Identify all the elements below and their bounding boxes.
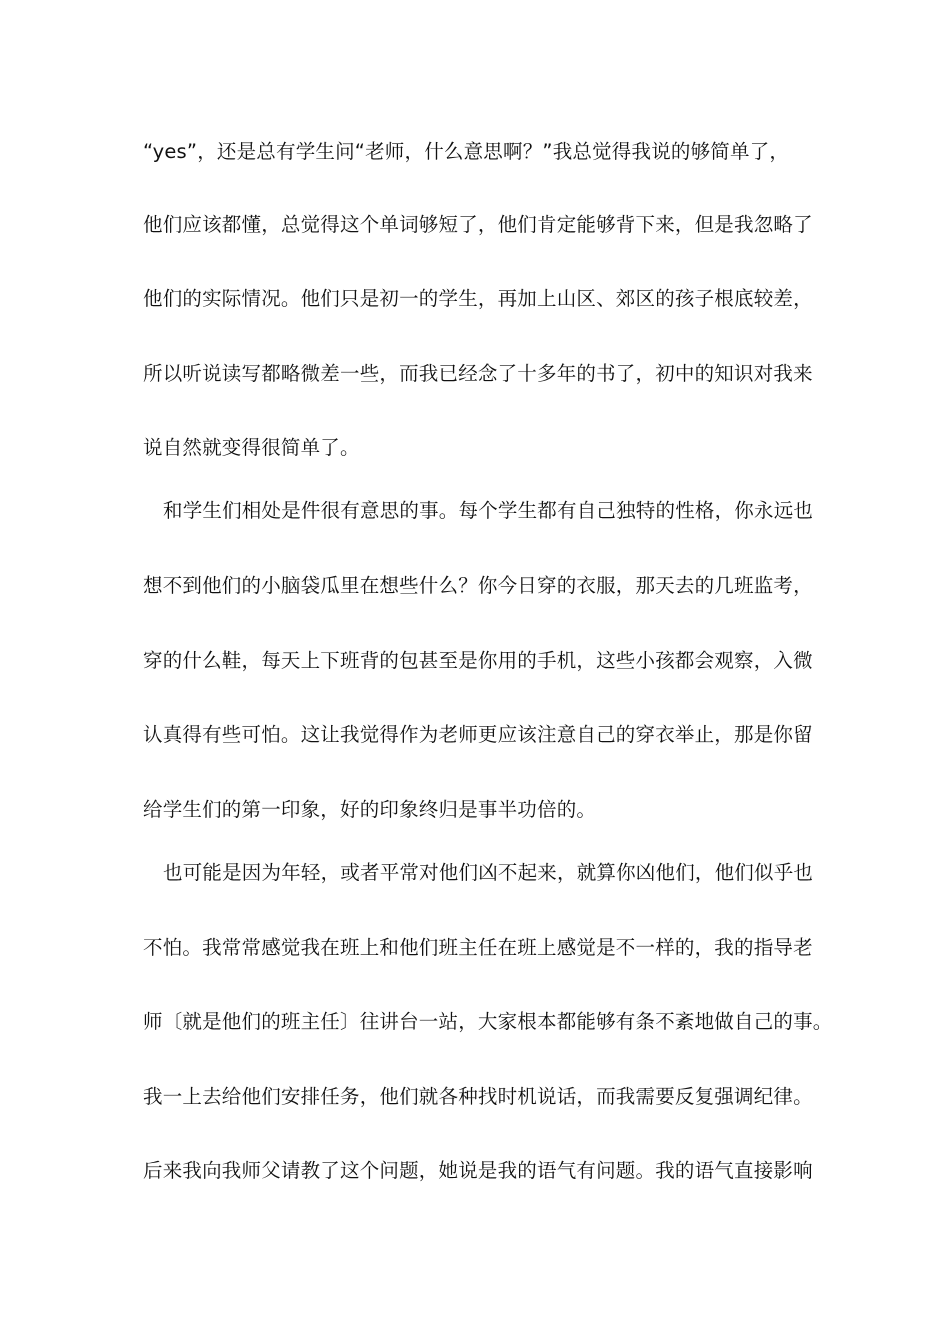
text-line: 不怕。我常常感觉我在班上和他们班主任在班上感觉是不一样的，我的指导老 (143, 936, 813, 959)
paragraph-first-line: 也可能是因为年轻，或者平常对他们凶不起来，就算你凶他们，他们似乎也 (163, 861, 814, 884)
text-line: 师〔就是他们的班主任〕往讲台一站，大家根本都能够有条不紊地做自己的事。 (143, 1010, 833, 1033)
text-line: 认真得有些可怕。这让我觉得作为老师更应该注意自己的穿衣举止，那是你留 (143, 723, 813, 746)
text-line: 想不到他们的小脑袋瓜里在想些什么？你今日穿的衣服，那天去的几班监考， (143, 574, 813, 597)
text-line: 说自然就变得很简单了。 (143, 436, 360, 459)
text-line: “yes”，还是总有学生问“老师，什么意思啊？”我总觉得我说的够简单了， (143, 140, 790, 163)
paragraph-first-line: 和学生们相处是件很有意思的事。每个学生都有自己独特的性格，你永远也 (163, 499, 814, 522)
text-line: 他们的实际情况。他们只是初一的学生，再加上山区、郊区的孩子根底较差， (143, 287, 813, 310)
text-line: 所以听说读写都略微差一些，而我已经念了十多年的书了，初中的知识对我来 (143, 362, 813, 385)
text-line: 后来我向我师父请教了这个问题，她说是我的语气有问题。我的语气直接影响 (143, 1159, 813, 1182)
text-line: 给学生们的第一印象，好的印象终归是事半功倍的。 (143, 798, 597, 821)
text-line: 穿的什么鞋，每天上下班背的包甚至是你用的手机，这些小孩都会观察，入微 (143, 649, 813, 672)
text-line: 我一上去给他们安排任务，他们就各种找时机说话，而我需要反复强调纪律。 (143, 1085, 813, 1108)
text-line: 他们应该都懂，总觉得这个单词够短了，他们肯定能够背下来，但是我忽略了 (143, 213, 813, 236)
